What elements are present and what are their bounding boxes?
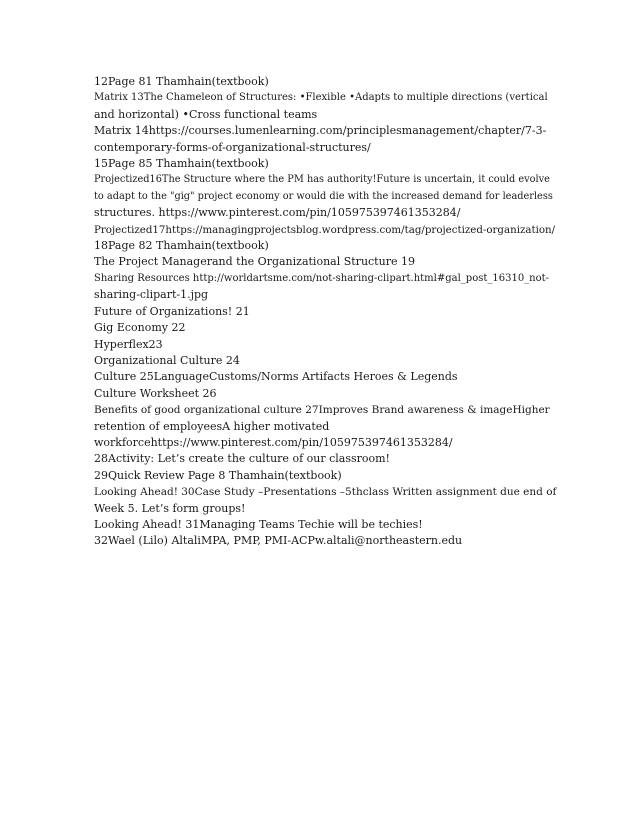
text-line: Matrix 14https://courses.lumenlearning.com/principlesmanagement/chapter/7-3- (94, 124, 547, 138)
text-line: The Project Managerand the Organizational Structure 19 (94, 255, 415, 269)
text-line: structures. https://www.pinterest.com/pin/105975397461353284/ (94, 206, 461, 220)
text-line: 32Wael (Lilo) AltaliMPA, PMP, PMI-ACPw.altali@northeastern.edu (94, 534, 463, 548)
text-line: Looking Ahead! 31Managing Teams Techie will be techies! (94, 517, 423, 531)
text-line: Sharing Resources http://worldartsme.com/not-sharing-clipart.html#gal_post_16310_not- (94, 272, 550, 284)
text-line: Benefits of good organizational culture 27Improves Brand awareness & imageHigher (94, 404, 550, 417)
text-line: 28Activity: Let’s create the culture of our classroom! (94, 452, 390, 466)
text-line: Culture 25LanguageCustoms/Norms Artifacts Heroes & Legends (94, 370, 458, 384)
text-line: Gig Economy 22 (94, 321, 186, 335)
text-line: 29Quick Review Page 8 Thamhain(textbook) (94, 468, 342, 482)
document-body (94, 74, 556, 550)
text-line: 12Page 81 Thamhain(textbook) (94, 75, 269, 88)
text-line: Week 5. Let’s form groups! (94, 501, 246, 515)
text-line: workforcehttps://www.pinterest.com/pin/105975397461353284/ (94, 435, 453, 449)
text-line: Organizational Culture 24 (94, 353, 240, 367)
text-line: sharing-clipart-1.jpg (94, 288, 209, 302)
text-line: Culture Worksheet 26 (94, 386, 217, 400)
text-line: Looking Ahead! 30Case Study –Presentations –5thclass Written assignment due end of (94, 486, 557, 499)
text-line: to adapt to the "gig" project economy or would die with the increased demand for leaderless (94, 190, 553, 202)
text-line: Hyperflex23 (94, 337, 163, 351)
text-line: retention of employeesA higher motivated (94, 419, 330, 433)
text-line: Future of Organizations! 21 (94, 304, 250, 318)
text-line: and horizontal) •Cross functional teams (94, 107, 318, 121)
text-line: contemporary-forms-of-organizational-structures/ (94, 140, 371, 154)
text-line: Projectized16The Structure where the PM has authority!Future is uncertain, it could evolve (94, 174, 550, 186)
text-line: Matrix 13The Chameleon of Structures: •Flexible •Adapts to multiple directions (vertical (94, 92, 548, 104)
text-line: 18Page 82 Thamhain(textbook) (94, 239, 269, 253)
text-line: 15Page 85 Thamhain(textbook) (94, 157, 269, 171)
text-line: Projectized17https://managingprojectsblog.wordpress.com/tag/projectized-organization/ (94, 223, 556, 236)
